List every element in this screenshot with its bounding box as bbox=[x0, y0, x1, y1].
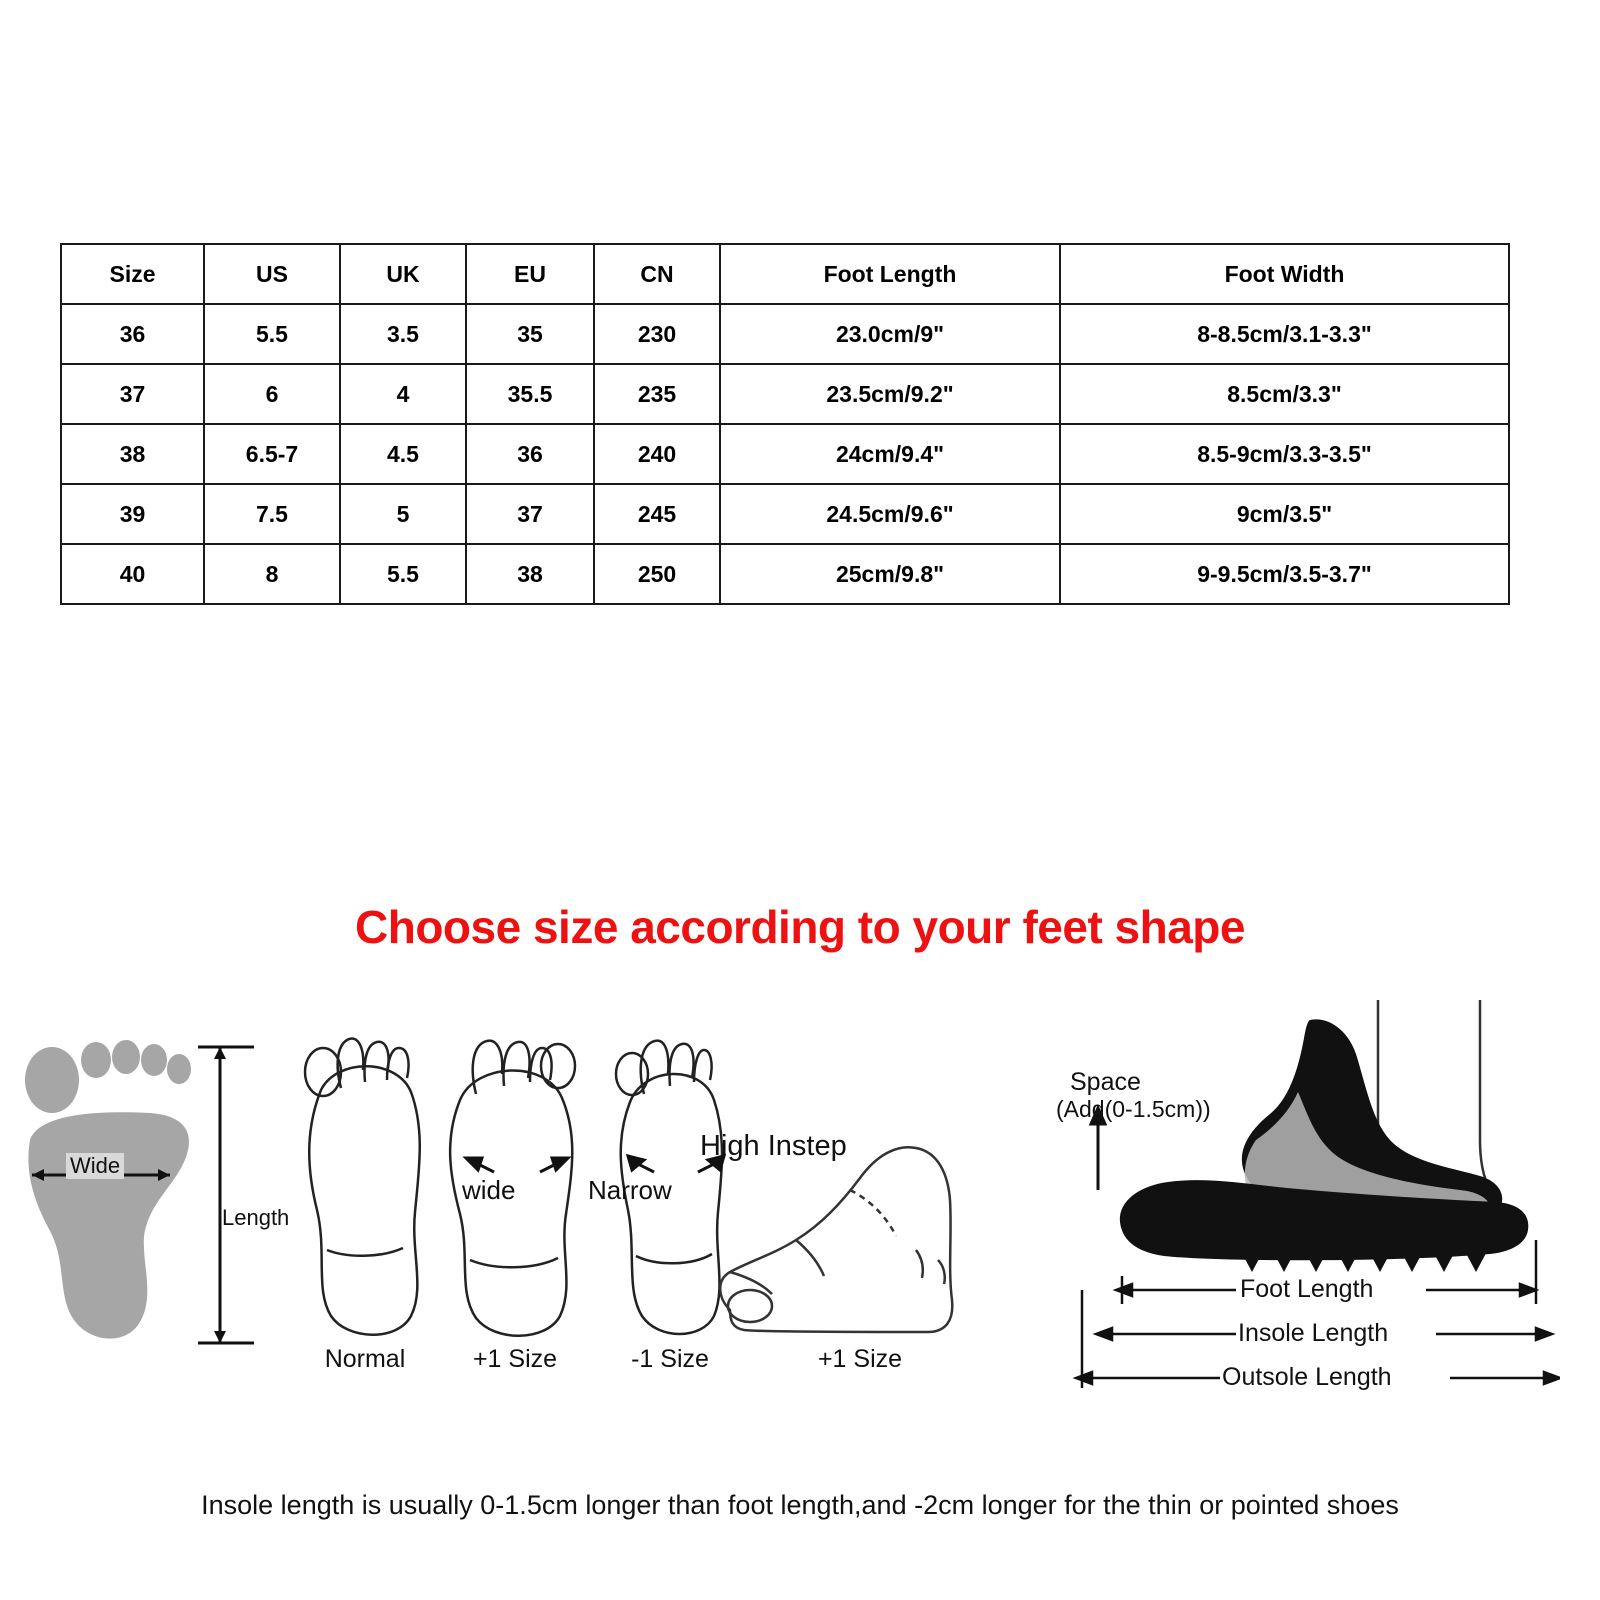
cell-foot-length: 24.5cm/9.6" bbox=[720, 484, 1060, 544]
table-row bbox=[61, 304, 1509, 364]
table-row bbox=[61, 364, 1509, 424]
space-label-line1: Space bbox=[1070, 1068, 1141, 1096]
cell-uk: 5.5 bbox=[340, 544, 466, 604]
cell-us: 7.5 bbox=[204, 484, 340, 544]
cell-eu: 35.5 bbox=[466, 364, 594, 424]
cell-us: 6.5-7 bbox=[204, 424, 340, 484]
table-row bbox=[61, 424, 1509, 484]
column-header-foot-length: Foot Length bbox=[720, 244, 1060, 304]
cell-us: 6 bbox=[204, 364, 340, 424]
space-label-line2: (Add(0-1.5cm)) bbox=[1056, 1096, 1211, 1122]
cell-size: 37 bbox=[61, 364, 204, 424]
cell-foot-width: 8.5-9cm/3.3-3.5" bbox=[1060, 424, 1509, 484]
cell-foot-length: 25cm/9.8" bbox=[720, 544, 1060, 604]
page-title: Choose size according to your feet shape bbox=[355, 901, 1245, 953]
insole-note: Insole length is usually 0-1.5cm longer than foot length,and -2cm longer for the thin or pointed shoes bbox=[201, 1490, 1399, 1520]
cell-eu: 35 bbox=[466, 304, 594, 364]
wide-label: Wide bbox=[66, 1153, 124, 1179]
size-chart-table bbox=[60, 243, 1510, 605]
foot-measure-diagram bbox=[10, 1025, 290, 1365]
caption-normal: Normal bbox=[324, 1345, 406, 1373]
cell-eu: 38 bbox=[466, 544, 594, 604]
shoe-measure-diagram bbox=[1056, 990, 1560, 1410]
foot-outline-normal-svg bbox=[285, 1020, 445, 1350]
cell-us: 8 bbox=[204, 544, 340, 604]
high-instep-title: High Instep bbox=[700, 1130, 847, 1162]
cell-foot-length: 23.0cm/9" bbox=[720, 304, 1060, 364]
cell-eu: 36 bbox=[466, 424, 594, 484]
cell-foot-length: 24cm/9.4" bbox=[720, 424, 1060, 484]
wide-annotation: wide bbox=[462, 1175, 516, 1205]
cell-cn: 235 bbox=[594, 364, 720, 424]
foot-normal-diagram bbox=[285, 1020, 445, 1360]
outsole-length-dimension-label: Outsole Length bbox=[1222, 1363, 1392, 1391]
cell-foot-width: 8-8.5cm/3.1-3.3" bbox=[1060, 304, 1509, 364]
diagram-row bbox=[0, 1000, 1600, 1420]
insole-length-dimension-label: Insole Length bbox=[1238, 1319, 1389, 1347]
caption-minus-one-size: -1 Size bbox=[631, 1345, 709, 1373]
high-instep-svg bbox=[700, 1130, 1020, 1350]
high-instep-diagram bbox=[700, 1130, 1020, 1360]
narrow-annotation: Narrow bbox=[588, 1175, 672, 1205]
column-header-cn: CN bbox=[594, 244, 720, 304]
caption-instep-plus-one: +1 Size bbox=[817, 1345, 903, 1373]
cell-foot-width: 9cm/3.5" bbox=[1060, 484, 1509, 544]
cell-size: 40 bbox=[61, 544, 204, 604]
cell-cn: 240 bbox=[594, 424, 720, 484]
length-label: Length bbox=[222, 1205, 290, 1230]
cell-size: 36 bbox=[61, 304, 204, 364]
cell-cn: 245 bbox=[594, 484, 720, 544]
cell-uk: 4 bbox=[340, 364, 466, 424]
column-header-uk: UK bbox=[340, 244, 466, 304]
cell-size: 38 bbox=[61, 424, 204, 484]
foot-length-dimension-label: Foot Length bbox=[1240, 1275, 1374, 1303]
column-header-us: US bbox=[204, 244, 340, 304]
cell-foot-width: 8.5cm/3.3" bbox=[1060, 364, 1509, 424]
table-header-row bbox=[61, 244, 1509, 304]
column-header-size: Size bbox=[61, 244, 204, 304]
cell-foot-length: 23.5cm/9.2" bbox=[720, 364, 1060, 424]
size-chart-table-container bbox=[60, 243, 1508, 605]
table-row bbox=[61, 544, 1509, 604]
foot-measure-svg bbox=[10, 1025, 270, 1365]
cell-cn: 250 bbox=[594, 544, 720, 604]
cell-uk: 4.5 bbox=[340, 424, 466, 484]
cell-cn: 230 bbox=[594, 304, 720, 364]
foot-wide-diagram bbox=[430, 1020, 600, 1360]
column-header-eu: EU bbox=[466, 244, 594, 304]
column-header-foot-width: Foot Width bbox=[1060, 244, 1509, 304]
table-row bbox=[61, 484, 1509, 544]
caption-plus-one-size: +1 Size bbox=[472, 1345, 558, 1373]
cell-us: 5.5 bbox=[204, 304, 340, 364]
cell-size: 39 bbox=[61, 484, 204, 544]
cell-eu: 37 bbox=[466, 484, 594, 544]
cell-uk: 3.5 bbox=[340, 304, 466, 364]
cell-foot-width: 9-9.5cm/3.5-3.7" bbox=[1060, 544, 1509, 604]
cell-uk: 5 bbox=[340, 484, 466, 544]
